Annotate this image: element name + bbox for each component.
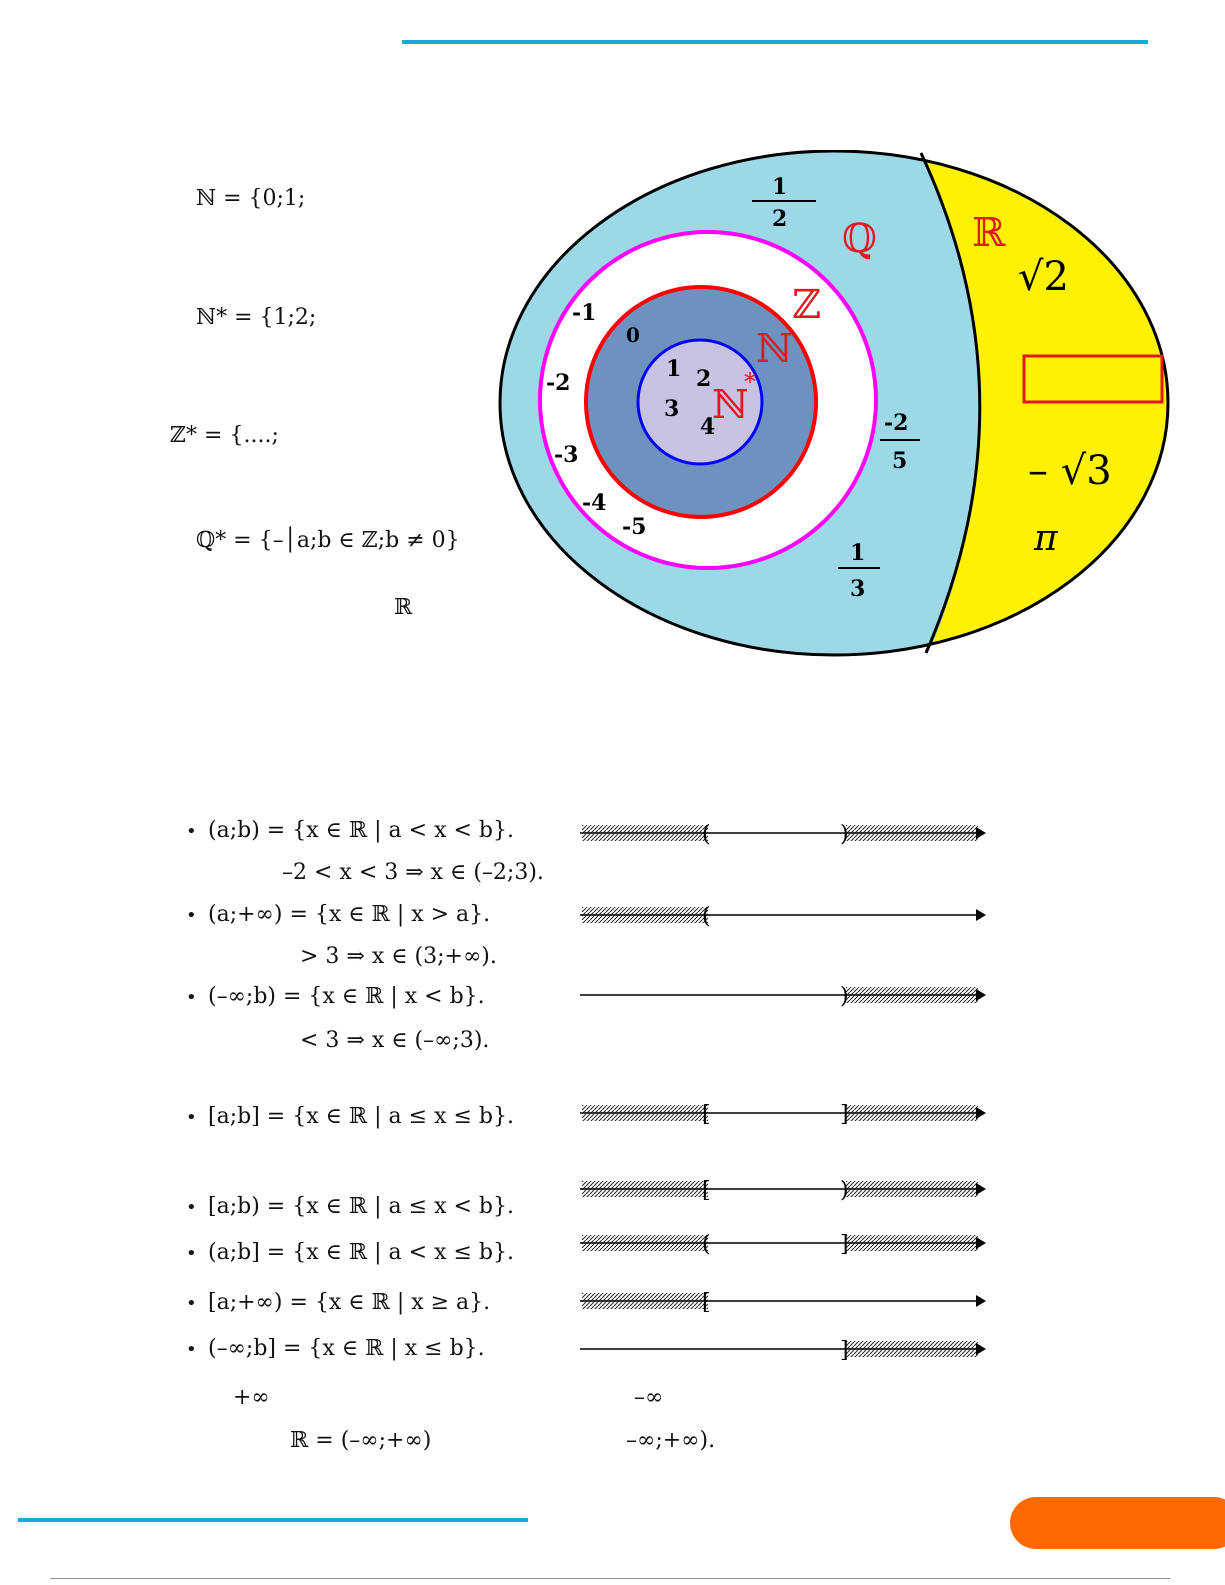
left-bracket: ( — [702, 1232, 711, 1257]
bullet: • — [186, 1339, 197, 1360]
neg-sqrt3-label: – √3 — [1028, 448, 1112, 494]
bullet: • — [186, 905, 197, 926]
axis-arrowhead — [976, 827, 986, 839]
interval-example: > 3 ⇒ x ∈ (3;+∞). — [300, 944, 497, 969]
interval-formula-text: (a;b] = {x ∈ ℝ | a < x ≤ b}. — [208, 1240, 514, 1265]
bullet: • — [186, 1243, 197, 1264]
interval-example: –2 < x < 3 ⇒ x ∈ (–2;3). — [282, 860, 544, 885]
interval-number-line — [578, 818, 998, 848]
axis-arrowhead — [976, 1183, 986, 1195]
interval-formula — [186, 818, 514, 843]
axis-arrowhead — [976, 1343, 986, 1355]
axis-arrowhead — [976, 1237, 986, 1249]
interval-number-line — [578, 980, 998, 1010]
page-number-badge — [1010, 1497, 1225, 1549]
right-bracket: ) — [840, 984, 849, 1009]
left-bracket: [ — [702, 1178, 711, 1203]
def-naturals: ℕ = {0;1; — [196, 186, 306, 211]
label-naturals-star: ℕ — [712, 382, 749, 428]
axis-arrowhead — [976, 909, 986, 921]
fraction-1-3-num: 1 — [850, 540, 866, 566]
member-neg3: -3 — [554, 442, 579, 468]
left-bracket: [ — [702, 1290, 711, 1315]
label-reals: ℝ — [972, 210, 1006, 256]
interval-number-line — [578, 1174, 998, 1204]
label-integers: ℤ — [792, 282, 822, 328]
note-reals-interval: ℝ = (–∞;+∞) — [290, 1428, 432, 1453]
interval-example: < 3 ⇒ x ∈ (–∞;3). — [300, 1028, 490, 1053]
member-neg1: -1 — [572, 300, 597, 326]
interval-formula — [186, 1104, 514, 1129]
bullet: • — [186, 1293, 197, 1314]
note-plus-infinity: +∞ — [233, 1385, 270, 1410]
note-reals-tail: –∞;+∞). — [626, 1428, 716, 1453]
def-reals-symbol: ℝ — [394, 595, 413, 620]
left-bracket: ( — [702, 822, 711, 847]
member-4: 4 — [700, 414, 716, 440]
sqrt2-label: √2 — [1018, 254, 1069, 300]
fraction-neg2-5-num: -2 — [884, 410, 909, 436]
right-bracket: ] — [840, 1102, 849, 1127]
interval-formula-text: [a;b) = {x ∈ ℝ | a ≤ x < b}. — [208, 1194, 514, 1219]
interval-formula — [186, 1290, 490, 1315]
pi-label: π — [1034, 518, 1058, 559]
def-rationals-star: ℚ* = {–│a;b ∈ ℤ;b ≠ 0} — [196, 528, 460, 553]
fraction-1-2-den: 2 — [772, 206, 788, 232]
bullet: • — [186, 821, 197, 842]
right-bracket: ] — [840, 1232, 849, 1257]
right-bracket: ) — [840, 822, 849, 847]
interval-formula-text: [a;+∞) = {x ∈ ℝ | x ≥ a}. — [208, 1290, 491, 1315]
axis-arrowhead — [976, 1107, 986, 1119]
axis-arrowhead — [976, 1295, 986, 1307]
left-bracket: ( — [702, 904, 711, 929]
interval-number-line — [578, 900, 998, 930]
interval-number-line — [578, 1286, 998, 1316]
interval-formula — [186, 1336, 485, 1361]
member-2: 2 — [696, 366, 712, 392]
left-bracket: [ — [702, 1102, 711, 1127]
def-integers-star: ℤ* = {....; — [170, 423, 279, 448]
interval-formula — [186, 1240, 514, 1265]
axis-arrowhead — [976, 989, 986, 1001]
interval-formula-text: [a;b] = {x ∈ ℝ | a ≤ x ≤ b}. — [208, 1104, 514, 1129]
fraction-1-2-num: 1 — [772, 174, 788, 200]
def-naturals-star: ℕ* = {1;2; — [196, 305, 317, 330]
interval-formula — [186, 1194, 514, 1219]
footer-baseline — [50, 1578, 1170, 1579]
member-0: 0 — [626, 323, 640, 347]
interval-number-line — [578, 1334, 998, 1364]
right-bracket: ] — [840, 1338, 849, 1363]
header-rule — [402, 40, 1148, 44]
note-minus-infinity: –∞ — [634, 1385, 664, 1410]
interval-number-line — [578, 1228, 998, 1258]
fraction-neg2-5-den: 5 — [892, 448, 908, 474]
interval-formula — [186, 984, 485, 1009]
member-neg2: -2 — [546, 370, 571, 396]
label-star: * — [744, 368, 756, 396]
footer-rule — [18, 1518, 528, 1522]
bullet: • — [186, 1197, 197, 1218]
interval-formula-text: (–∞;b) = {x ∈ ℝ | x < b}. — [208, 984, 485, 1009]
fraction-1-3-den: 3 — [850, 576, 866, 602]
member-3: 3 — [664, 396, 680, 422]
interval-number-line — [578, 1098, 998, 1128]
right-bracket: ) — [840, 1178, 849, 1203]
interval-formula-text: (a;+∞) = {x ∈ ℝ | x > a}. — [208, 902, 491, 927]
member-neg5: -5 — [622, 514, 647, 540]
label-rationals: ℚ — [842, 216, 877, 262]
interval-formula — [186, 902, 490, 927]
label-naturals: ℕ — [756, 326, 793, 372]
member-1: 1 — [666, 356, 682, 382]
number-sets-diagram — [496, 150, 1176, 670]
interval-formula-text: (–∞;b] = {x ∈ ℝ | x ≤ b}. — [208, 1336, 485, 1361]
bullet: • — [186, 1107, 197, 1128]
interval-formula-text: (a;b) = {x ∈ ℝ | a < x < b}. — [208, 818, 514, 843]
member-neg4: -4 — [582, 490, 607, 516]
bullet: • — [186, 987, 197, 1008]
